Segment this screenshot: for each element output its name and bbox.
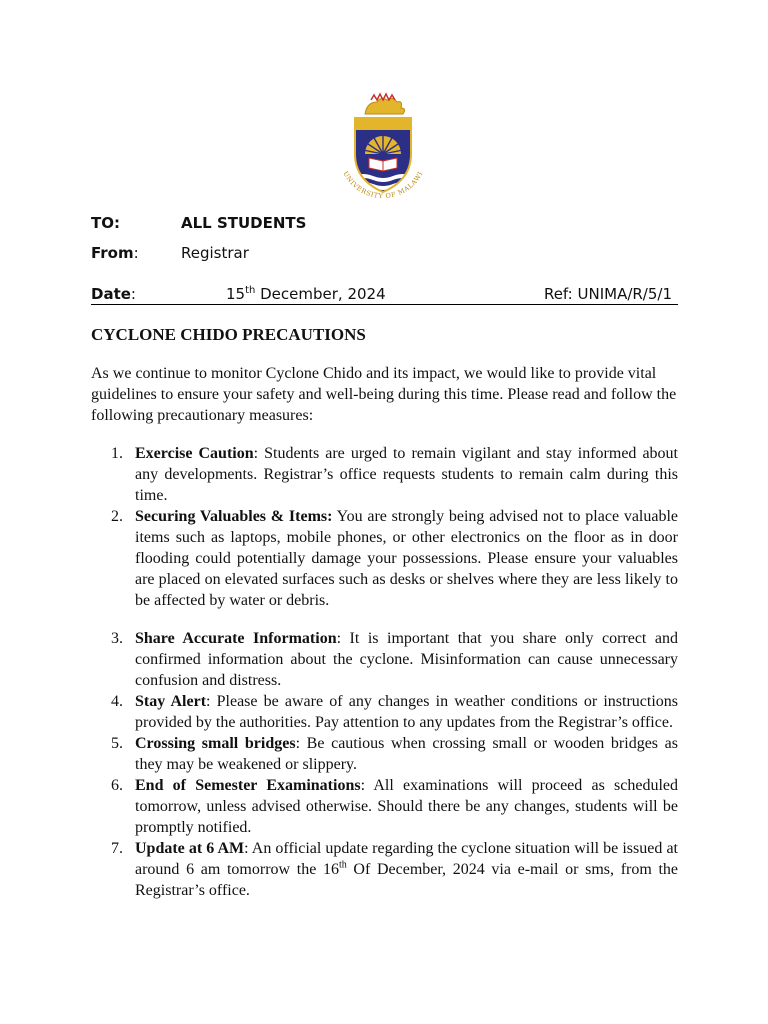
list-item [91, 443, 678, 506]
item-text-superscript: th [338, 859, 347, 871]
item-text: : Be cautious when crossing small or wooden bridges as they may be weakened or slippery. [135, 735, 678, 773]
item-text: : It is important that you share only correct and confirmed information about the cyclone. Misinformation can cause unnecessary confusion and distress. [135, 630, 678, 689]
item-heading: Securing Valuables & Items: [135, 508, 333, 525]
precautions-list [91, 443, 678, 901]
list-item [91, 628, 678, 691]
from-label: From: [91, 244, 139, 262]
university-crest-icon [333, 92, 433, 204]
list-item [91, 506, 678, 611]
svg-text:UNIVERSITY OF MALAWI: UNIVERSITY OF MALAWI [341, 169, 425, 201]
item-heading: Crossing small bridges [135, 735, 296, 752]
item-text: : Please be aware of any changes in weather conditions or instructions provided by the authorities. Pay attention to any updates from the Registrar’s office. [135, 693, 678, 731]
item-heading: Exercise Caution [135, 445, 254, 462]
from-value: Registrar [181, 244, 249, 262]
list-number: 1. [111, 445, 123, 462]
item-heading: Share Accurate Information [135, 630, 337, 647]
spacer [91, 611, 678, 628]
item-text: You are strongly being advised not to place valuable items such as laptops, mobile phones, or other electronics on the floor as in door flooding could potentially damage your possessions. Please ensure your valuables are placed on elevated surfaces such as desks or shelves where they are less likely to be affected by water or debris. [135, 508, 679, 609]
page-title: CYCLONE CHIDO PRECAUTIONS [91, 325, 366, 344]
item-text: : An official update regarding the cyclone situation will be issued at around 6 am tomorrow the 16 [135, 840, 678, 878]
list-number: 7. [111, 840, 123, 857]
list-number: 2. [111, 508, 123, 525]
intro-paragraph: As we continue to monitor Cyclone Chido and its impact, we would like to provide vital guidelines to ensure your safety and well-being during this time. Please read and follow the following precautionary measures: [91, 365, 677, 424]
header-divider [91, 304, 678, 305]
reference-number: Ref: UNIMA/R/5/1 [543, 285, 672, 303]
list-item [91, 691, 678, 733]
list-number: 6. [111, 777, 123, 794]
item-heading: Stay Alert [135, 693, 207, 710]
item-text: : Students are urged to remain vigilant and stay informed about any developments. Registrar’s office requests students to remain calm during this time. [135, 445, 678, 504]
list-number: 5. [111, 735, 123, 752]
item-text: : All examinations will proceed as scheduled tomorrow, unless advised otherwise. Should there be any changes, students will be promptly notified. [135, 777, 678, 836]
item-heading: End of Semester Examinations [135, 777, 361, 794]
list-number: 4. [111, 693, 123, 710]
list-item [91, 775, 678, 838]
list-item [91, 838, 678, 901]
item-text-continued: Of December, 2024 via e-mail or sms, from the Registrar’s office. [135, 861, 679, 899]
item-heading: Update at 6 AM [135, 840, 245, 857]
list-number: 3. [111, 630, 123, 647]
to-label: TO: [91, 214, 120, 232]
list-item [91, 733, 678, 775]
date-value: 15th December, 2024 [226, 285, 386, 303]
to-value: ALL STUDENTS [181, 214, 307, 232]
date-label: Date: [91, 285, 136, 303]
